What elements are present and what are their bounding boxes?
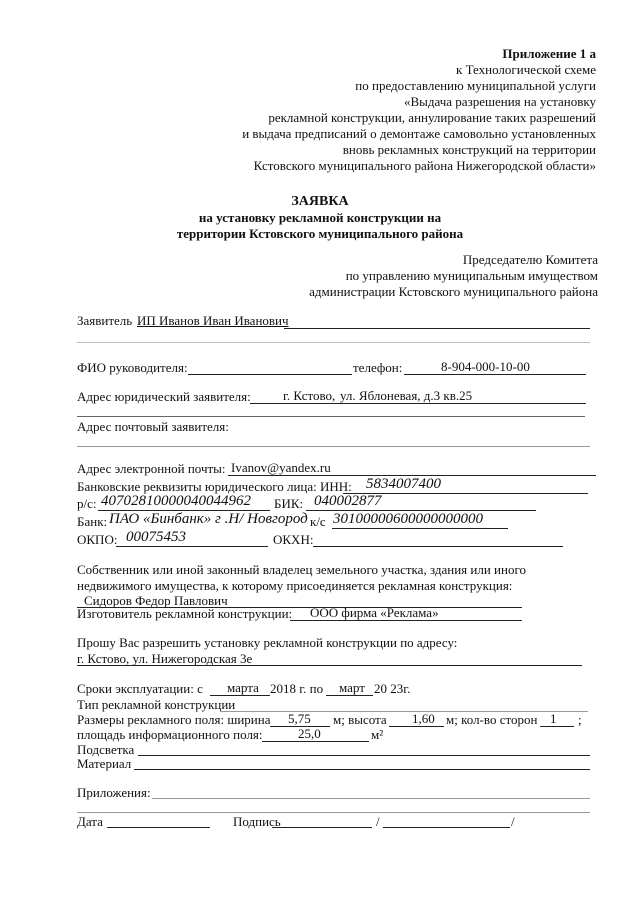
area-unit: м² [371,727,384,742]
light-field[interactable] [138,755,590,756]
term-from-line [210,695,270,696]
date-label: Дата [77,814,103,829]
header-line: вновь рекламных конструкций на территории [342,142,596,157]
header-line: к Технологической схеме [456,62,596,77]
addressee-line: Председателю Комитета [462,252,598,267]
height-field-line [389,726,444,727]
material-label: Материал [77,756,132,771]
phone-label: телефон: [353,360,403,375]
okhn-field[interactable] [313,546,563,547]
fill-line [77,812,590,813]
ks-label: к/с [310,514,326,529]
header-line: по предоставлению муниципальной услуги [355,78,596,93]
owner-text: Собственник или иной законный владелец земельного участка, здания или иного [77,562,526,577]
date-field[interactable] [107,827,210,828]
slash: / [511,814,515,829]
legal-address-line [250,403,586,404]
phone-value[interactable]: 8-904-000-10-00 [441,359,530,374]
semicolon: ; [578,712,582,727]
applicant-value[interactable]: ИП Иванов Иван Иванович [137,313,289,328]
maker-field-line [290,620,522,621]
rs-value[interactable]: 40702810000040044962 [101,493,251,509]
slash: / [376,814,380,829]
bank-value[interactable]: ПАО «Бинбанк» г .Н/ Новгород [109,511,308,527]
fill-line [77,416,585,417]
light-label: Подсветка [77,742,135,757]
bank-label: Банк: [77,514,108,529]
addressee-line: по управлению муниципальным имуществом [345,268,598,283]
inn-value[interactable]: 5834007400 [366,476,441,492]
applicant-label: Заявитель [77,313,133,328]
okpo-value[interactable]: 00075453 [126,529,186,545]
phone-field-line [404,374,586,375]
postal-address-label: Адрес почтовый заявителя: [77,419,229,434]
attachments-label: Приложения: [77,785,151,800]
bank-details-label: Банковские реквизиты юридического лица: ИНН: [77,479,352,494]
okpo-field-line [116,546,268,547]
maker-value[interactable]: ООО фирма «Реклама» [310,605,439,620]
area-field-line [262,741,369,742]
term-from-year: 2018 г. по [270,681,324,696]
size-label: Размеры рекламного поля: ширина [77,712,271,727]
okpo-label: ОКПО: [77,532,118,547]
bik-label: БИК: [274,496,304,511]
legal-address-street[interactable]: ул. Яблоневая, д.3 кв.25 [340,388,473,403]
email-label: Адрес электронной почты: [77,461,226,476]
head-field[interactable] [188,374,352,375]
type-label: Тип рекламной конструкции [77,697,236,712]
legal-address-label: Адрес юридический заявителя: [77,389,251,404]
term-to-month[interactable]: март [339,680,365,695]
okhn-label: ОКХН: [273,532,314,547]
width-value[interactable]: 5,75 [288,711,311,726]
signature-field[interactable] [272,827,372,828]
owner-value[interactable]: Сидоров Федор Павлович [84,593,228,608]
title-main: ЗАЯВКА [291,194,349,209]
material-field[interactable] [134,769,590,770]
request-text: Прошу Вас разрешить установку рекламной конструкции по адресу: [77,635,458,650]
header-line: «Выдача разрешения на установку [403,94,596,109]
addressee-line: администрации Кстовского муниципального района [309,284,598,299]
title-sub: на установку рекламной конструкции на [198,210,442,225]
term-label: Сроки эксплуатации: с [77,681,203,696]
request-address[interactable]: г. Кстово, ул. Нижегородская 3е [77,651,253,666]
bik-value[interactable]: 040002877 [314,493,382,509]
title-sub: территории Кстовского муниципального района [176,226,464,241]
head-label: ФИО руководителя: [77,360,188,375]
height-value[interactable]: 1,60 [412,711,435,726]
ks-value[interactable]: 30100000600000000000 [333,511,483,527]
email-value[interactable]: Ivanov@yandex.ru [231,460,331,475]
appendix-number: Приложение 1 а [502,46,596,61]
sign-label: Подпись [233,814,281,829]
signature-name-field[interactable] [383,827,510,828]
attachments-field[interactable] [152,798,590,799]
height-label: м; высота [333,712,387,727]
fill-line [77,342,590,343]
term-to-year: 20 23г. [374,681,411,696]
area-value[interactable]: 25,0 [298,726,321,741]
term-to-line [326,695,373,696]
ks-field-line [332,528,508,529]
postal-address-field[interactable] [77,446,590,447]
rs-label: р/с: [77,496,97,511]
header-line: рекламной конструкции, аннулирование таких разрешений [268,110,596,125]
area-label: площадь информационного поля: [77,727,263,742]
maker-label: Изготовитель рекламной конструкции: [77,606,293,621]
owner-text: недвижимого имущества, к которому присоединяется рекламная конструкция: [77,578,513,593]
sides-field-line [540,726,574,727]
sides-value[interactable]: 1 [550,711,557,726]
legal-address-city[interactable]: г. Кстово, [283,388,336,403]
header-line: Кстовского муниципального района Нижегородской области» [253,158,596,173]
header-line: и выдача предписаний о демонтаже самовольно установленных [242,126,596,141]
term-from-month[interactable]: марта [227,680,259,695]
sides-label: м; кол-во сторон [446,712,538,727]
fill-line [284,328,590,329]
